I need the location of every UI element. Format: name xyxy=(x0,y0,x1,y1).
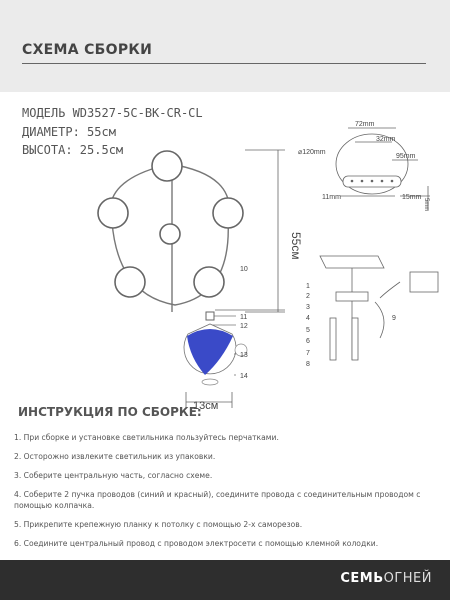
part-label-4: 4 xyxy=(306,315,310,322)
brand-name-bold: СЕМЬ xyxy=(340,571,384,586)
height-dimension xyxy=(215,150,285,312)
bracket-dim-11: 11mm xyxy=(322,194,341,201)
instruction-step: 1. При сборке и установке светильника пользуйтесь перчатками. xyxy=(14,433,279,442)
instruction-step: 2. Осторожно извлеките светильник из упаковки. xyxy=(14,452,216,461)
instructions-list xyxy=(14,432,439,557)
center-cap xyxy=(160,224,180,244)
ring-lamps xyxy=(98,151,243,297)
part-label-3: 3 xyxy=(306,304,310,311)
part-label-7: 7 xyxy=(306,350,310,357)
instruction-step: 3. Соберите центральную часть, согласно схеме. xyxy=(14,471,213,480)
brand-name-light: ОГНЕЙ xyxy=(383,571,432,586)
bracket-dim-15: 15mm xyxy=(402,194,422,201)
ring-lamp-top xyxy=(152,151,182,181)
diameter-spec: ДИАМЕТР: 55см xyxy=(22,125,116,139)
bracket-dim-5: 5mm xyxy=(423,198,429,212)
shade-holder xyxy=(206,312,214,320)
footer-band xyxy=(0,560,450,600)
instruction-step: 5. Прикрепите крепежную планку к потолку с помощью 2-х саморезов. xyxy=(14,520,303,529)
instruction-step: 4. Соберите 2 пучка проводов (синий и красный), соедините провода с соединительным проводом с помощью колпачка. xyxy=(14,490,421,510)
page-title: СХЕМА СБОРКИ xyxy=(22,42,153,58)
callout-14: 14 xyxy=(240,373,248,380)
callout-11: 11 xyxy=(240,314,248,321)
part-label-5: 5 xyxy=(306,327,310,334)
shade-assembly xyxy=(184,312,247,408)
exploded-parts xyxy=(320,256,438,360)
height-spec: ВЫСОТА: 25.5см xyxy=(22,143,124,157)
ring-lamp-left xyxy=(98,198,128,228)
ring-lamp-bottom-left xyxy=(115,267,145,297)
bracket-dim-95: 95mm xyxy=(396,153,416,160)
bracket-dim-32: 32mm xyxy=(376,136,396,143)
callout-10: 10 xyxy=(240,266,248,273)
instructions-title: ИНСТРУКЦИЯ ПО СБОРКЕ: xyxy=(18,405,202,419)
part-label-9: 9 xyxy=(392,315,396,322)
callout-13: 13 xyxy=(240,352,248,359)
part-label-2: 2 xyxy=(306,293,310,300)
part-label-8: 8 xyxy=(306,361,310,368)
shade-width-label: 13см xyxy=(193,400,219,412)
part-label-1: 1 xyxy=(306,283,310,290)
callout-12: 12 xyxy=(240,323,248,330)
bracket-dim-120: ⌀120mm xyxy=(298,149,326,156)
ring-lamp-bottom-right xyxy=(194,267,224,297)
brand-logo xyxy=(340,571,432,586)
bracket-dim-72: 72mm xyxy=(355,121,375,128)
instruction-step: 6. Соедините центральный провод с проводом электросети с помощью клемной колодки. xyxy=(14,539,379,548)
height-dimension-label: 55см xyxy=(289,232,303,260)
ring-lamp-right xyxy=(213,198,243,228)
part-label-6: 6 xyxy=(306,338,310,345)
model-spec: МОДЕЛЬ WD3527-5C-BK-CR-CL xyxy=(22,106,203,120)
